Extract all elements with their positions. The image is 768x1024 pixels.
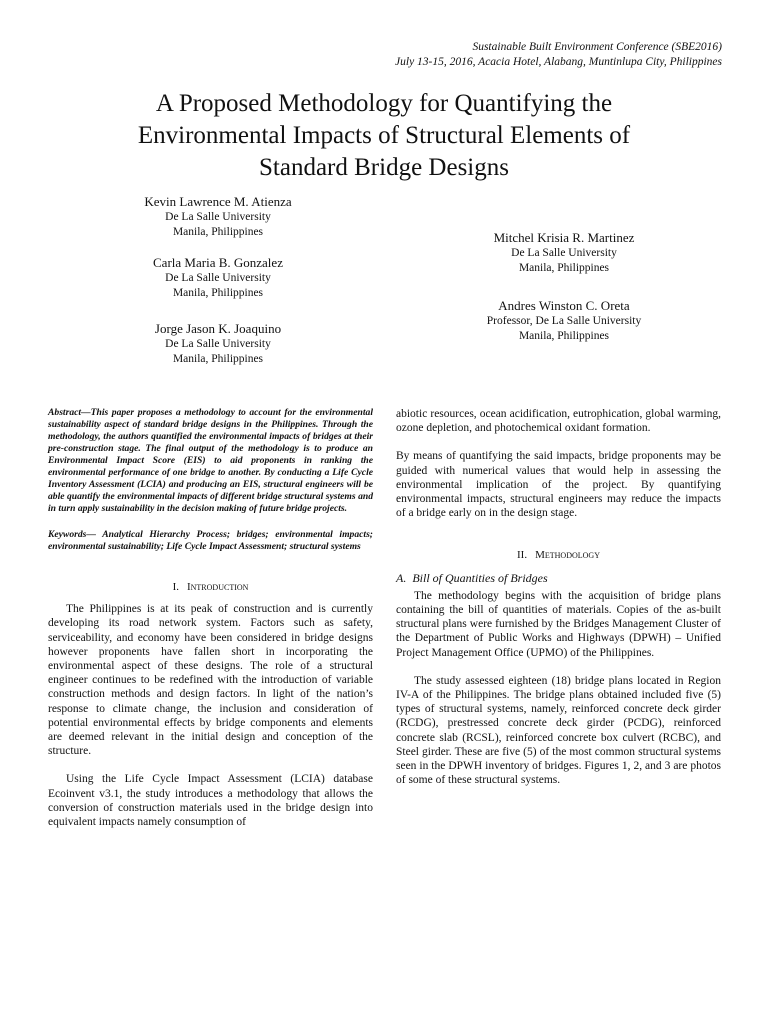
conference-header — [395, 40, 722, 70]
methodology-paragraph-1: The methodology begins with the acquisition of bridge plans containing the bill of quantities of materials. Copies of the as-built structural plans were furnished by the Bridges Management Cluster of the Department of Public Works and Highways (DPWH) – Unified Project Management Office (UPMO) of the Philippines. — [396, 589, 721, 659]
left-column — [48, 407, 373, 829]
author-name: Carla Maria B. Gonzalez — [153, 255, 283, 270]
author-name: Kevin Lawrence M. Atienza — [144, 194, 292, 209]
conference-date-venue: July 13-15, 2016, Acacia Hotel, Alabang, Muntinlupa City, Philippines — [395, 56, 722, 68]
conference-name: Sustainable Built Environment Conference (SBE2016) — [472, 41, 722, 53]
right-column — [396, 407, 721, 787]
author-name: Jorge Jason K. Joaquino — [154, 321, 282, 336]
impacts-paragraph: abiotic resources, ocean acidification, eutrophication, global warming, ozone depletion, and photochemical oxidant formation. — [396, 408, 721, 435]
author-affiliation: De La Salle University — [165, 338, 271, 350]
author-block-atienza — [98, 193, 338, 240]
author-location: Manila, Philippines — [518, 262, 610, 274]
paper-title — [40, 88, 728, 184]
author-block-oreta — [434, 297, 694, 344]
intro-paragraph-2: Using the Life Cycle Impact Assessment (LCIA) database Ecoinvent v3.1, the study introduces a methodology that allows the conversion of construction materials used in the bridge design into equivalent impacts namely consumption of — [48, 773, 373, 829]
author-affiliation: De La Salle University — [511, 247, 617, 259]
title-line-2: Environmental Impacts of Structural Elements of — [137, 122, 631, 149]
abstract: Abstract—This paper proposes a methodology to account for the environmental sustainability aspect of standard bridge designs in the Philippines. Through the methodology, the authors quantified the environmental impacts of bridges at their pre-construction stage. The final output of the methodology is to produce an Environmental Impact Score (EIS) to aid proponents in ranking the environmental performance of one bridge to another. By conducting a Life Cycle Inventory Assessment (LCIA) and producing an EIS, structural engineers will be able quantify the environmental impacts of different bridge structural systems and in turn apply sustainability in the decision making of future bridge projects. — [48, 407, 373, 514]
author-affiliation: Professor, De La Salle University — [486, 315, 642, 327]
keywords: Keywords— Analytical Hierarchy Process; bridges; environmental impacts; environmental sustainability; Life Cycle Impact Assessment; structural systems — [48, 529, 373, 552]
author-location: Manila, Philippines — [172, 226, 264, 238]
section-title: Methodology — [535, 549, 600, 562]
author-location: Manila, Philippines — [172, 287, 264, 299]
author-name: Mitchel Krisia R. Martinez — [493, 230, 635, 245]
section-number: I. — [172, 581, 179, 593]
author-affiliation: De La Salle University — [165, 272, 271, 284]
author-name: Andres Winston C. Oreta — [498, 298, 630, 313]
author-block-martinez — [444, 229, 684, 276]
intro-paragraph-1: The Philippines is at its peak of construction and is currently developing its road network system. Factors such as safety, serviceability, and economy have been considered in bridge designs however proponents have fallen short in incorporating the environmental aspect of these designs. The role of a structural engineer continues to be redefined with the introduction of variable construction methods and design factors. In light of the nation’s response to climate change, the inclusion and consideration of potential environmental effects by bridge components and elements are deemed relevant in the initial design and conception of the structure. — [48, 603, 373, 758]
author-location: Manila, Philippines — [518, 330, 610, 342]
title-line-3: Standard Bridge Designs — [259, 154, 509, 181]
author-block-gonzalez — [98, 254, 338, 301]
title-line-1: A Proposed Methodology for Quantifying the — [155, 90, 613, 117]
section-title: Introduction — [186, 581, 249, 593]
author-block-joaquino — [98, 320, 338, 367]
author-location: Manila, Philippines — [172, 353, 264, 365]
author-affiliation: De La Salle University — [165, 211, 271, 223]
section-heading-introduction — [48, 580, 373, 594]
section-heading-methodology — [396, 548, 721, 562]
subsection-heading: A. Bill of Quantities of Bridges — [396, 570, 548, 585]
section-number: II. — [517, 549, 528, 562]
quantify-paragraph: By means of quantifying the said impacts, bridge proponents may be guided with numerical values that would help in assessing the environmental implication of the project. By quantifying environmental impacts, structural engineers may reduce the impacts of a bridge early on in the design stage. — [396, 450, 721, 520]
methodology-paragraph-2: The study assessed eighteen (18) bridge plans located in Region IV-A of the Philippines. The bridge plans obtained included five (5) types of structural systems, namely, reinforced concrete deck girder (RCDG), prestressed concrete deck girder (PCDG), reinforced concrete slab (RCSL), reinforced concrete box culvert (RCBC), and Steel girder. These are five (5) of the most common structural systems seen in the DPWH inventory of bridges. Figures 1, 2, and 3 are photos of some of these structural systems. — [396, 674, 721, 787]
